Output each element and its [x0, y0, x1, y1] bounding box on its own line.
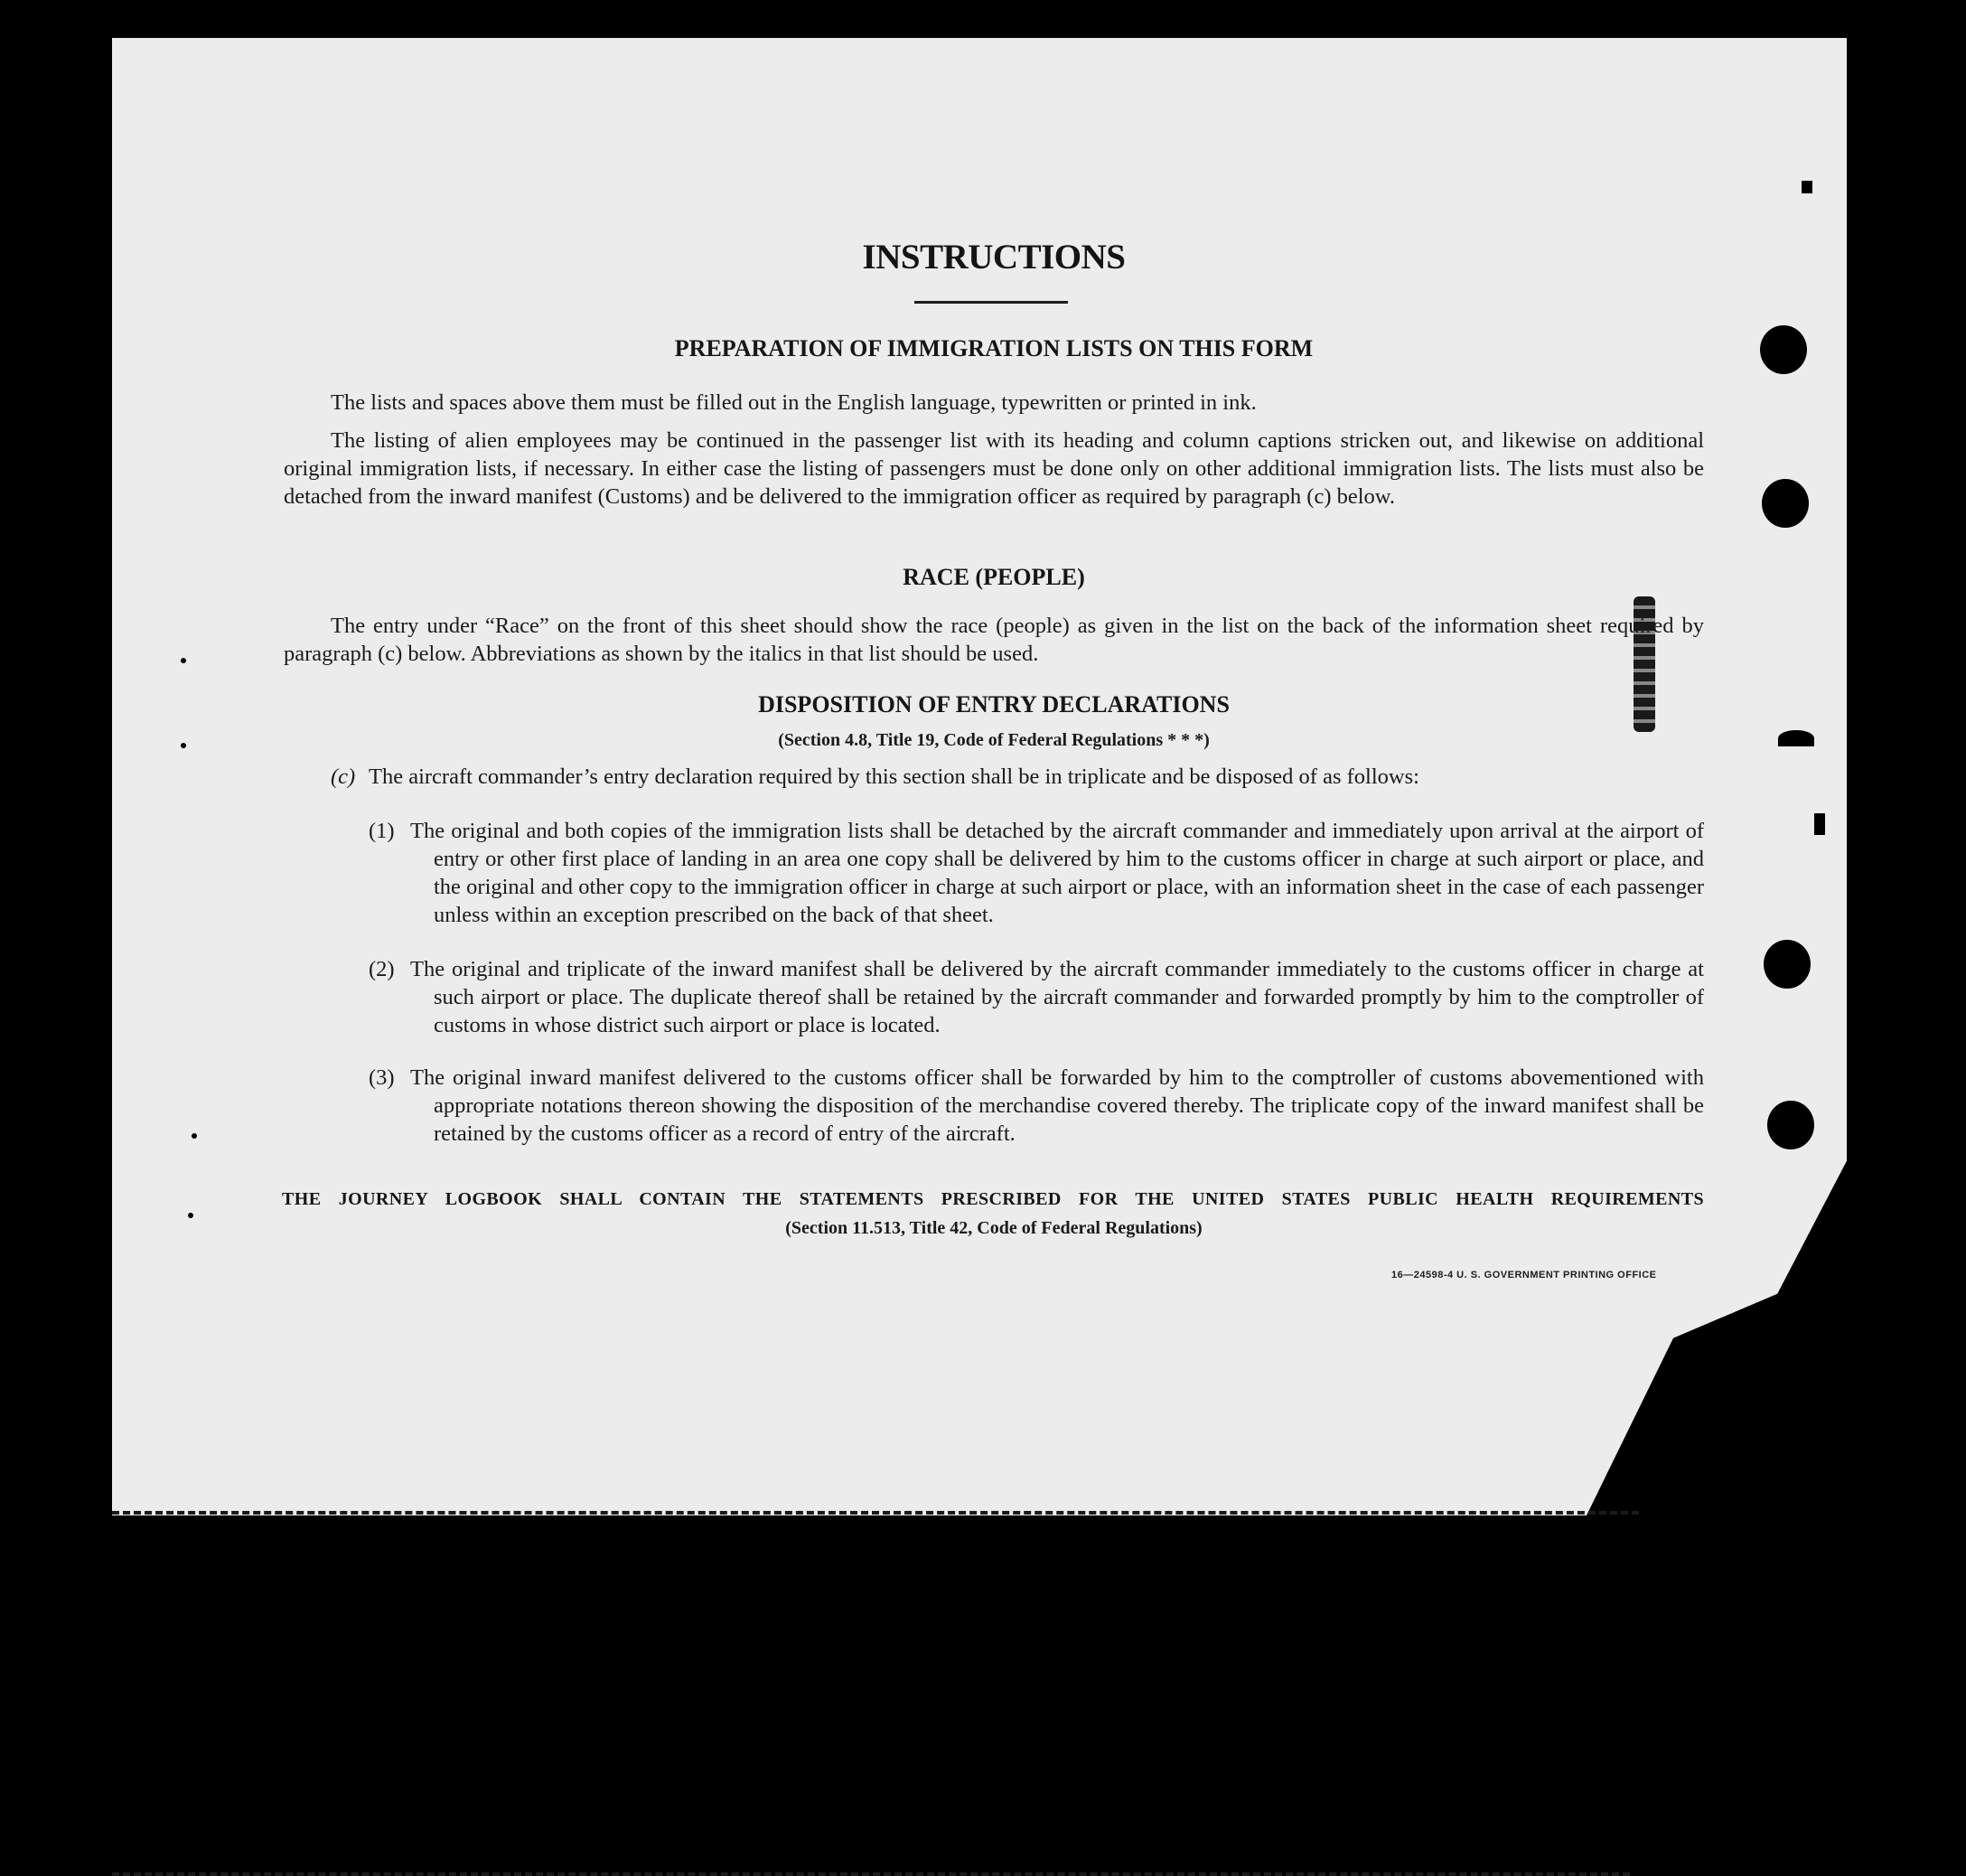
- document-title: INSTRUCTIONS: [862, 238, 1126, 277]
- citation-title-19: (Section 4.8, Title 19, Code of Federal Regulations * * *): [778, 730, 1210, 750]
- punch-hole: [1764, 940, 1811, 989]
- edge-notch: [1814, 813, 1825, 835]
- list-item: [369, 817, 1704, 929]
- stray-dot: [181, 658, 186, 663]
- page-bottom-edge: [112, 1872, 1630, 1876]
- section-heading-race: RACE (PEOPLE): [903, 564, 1085, 590]
- paragraph-race-1: The entry under “Race” on the front of this sheet should show the race (people) as given in the list on the back of the information sheet required by paragraph (c) below. Abbreviations as shown by the italics in that list should be used.: [284, 614, 1704, 666]
- edge-notch: [1802, 181, 1812, 193]
- item-text: The original and both copies of the immigration lists shall be detached by the aircraft commander and immediately upon arrival at the airport of entry or other first place of landing in an area one copy shall be delivered by him to the customs officer in charge at such airport or place, and the original and other copy to the immigration officer in charge at such airport or place, with an information sheet in the case of each passenger unless within an exception prescribed on the back of that sheet.: [410, 819, 1704, 927]
- printing-office-imprint: 16—24598-4 U. S. GOVERNMENT PRINTING OFFICE: [1391, 1270, 1657, 1280]
- edge-notch: [1778, 730, 1814, 746]
- item-label: (3): [369, 1065, 395, 1090]
- citation-title-42: (Section 11.513, Title 42, Code of Federal Regulations): [785, 1218, 1203, 1238]
- section-heading-preparation: PREPARATION OF IMMIGRATION LISTS ON THIS FORM: [674, 335, 1314, 361]
- title-underline: [914, 301, 1068, 304]
- punch-hole: [1767, 1101, 1814, 1149]
- intro-label: (c): [331, 764, 356, 789]
- stray-dot: [181, 743, 186, 748]
- stray-dot: [188, 1213, 193, 1218]
- page-bottom-perforation: [112, 1511, 1639, 1515]
- list-item: [369, 1064, 1704, 1148]
- stray-dot: [192, 1133, 197, 1139]
- item-text: The original inward manifest delivered to the customs officer shall be forwarded by him to the comptroller of customs abovementioned with appropriate notations thereon showing the disposition of the merchandise covered thereby. The triplicate copy of the inward manifest shall be retained by the customs officer as a record of entry of the aircraft.: [410, 1065, 1704, 1146]
- section-heading-disposition: DISPOSITION OF ENTRY DECLARATIONS: [758, 691, 1230, 718]
- paragraph-prep-1: The lists and spaces above them must be filled out in the English language, typewritten or printed in ink.: [331, 390, 1257, 415]
- item-label: (1): [369, 819, 395, 843]
- item-label: (2): [369, 957, 395, 981]
- intro-text: The aircraft commander’s entry declaration required by this section shall be in triplicate and be disposed of as follows:: [369, 764, 1419, 789]
- bleed-through-text: [470, 108, 476, 136]
- item-text: The original and triplicate of the inward manifest shall be delivered by the aircraft commander immediately to the customs officer in charge at such airport or place. The duplicate thereof shall be retained by the aircraft commander and forwarded promptly by him to the comptroller of customs in whose district such airport or place is located.: [410, 957, 1704, 1037]
- paragraph-prep-2: The listing of alien employees may be continued in the passenger list with its heading and column captions stricken out, and likewise on additional original immigration lists, if necessary. In either case the listing of passengers must be done only on other additional immigration lists. The lists must also be detached from the inward manifest (Customs) and be delivered to the immigration officer as required by paragraph (c) below.: [284, 428, 1704, 509]
- list-item: [369, 955, 1704, 1039]
- punch-hole: [1760, 325, 1807, 374]
- public-health-statement: THE JOURNEY LOGBOOK SHALL CONTAIN THE STATEMENTS PRESCRIBED FOR THE UNITED STATES PUBLIC HEALTH REQUIREMENTS: [282, 1189, 1704, 1209]
- punch-hole: [1762, 479, 1809, 528]
